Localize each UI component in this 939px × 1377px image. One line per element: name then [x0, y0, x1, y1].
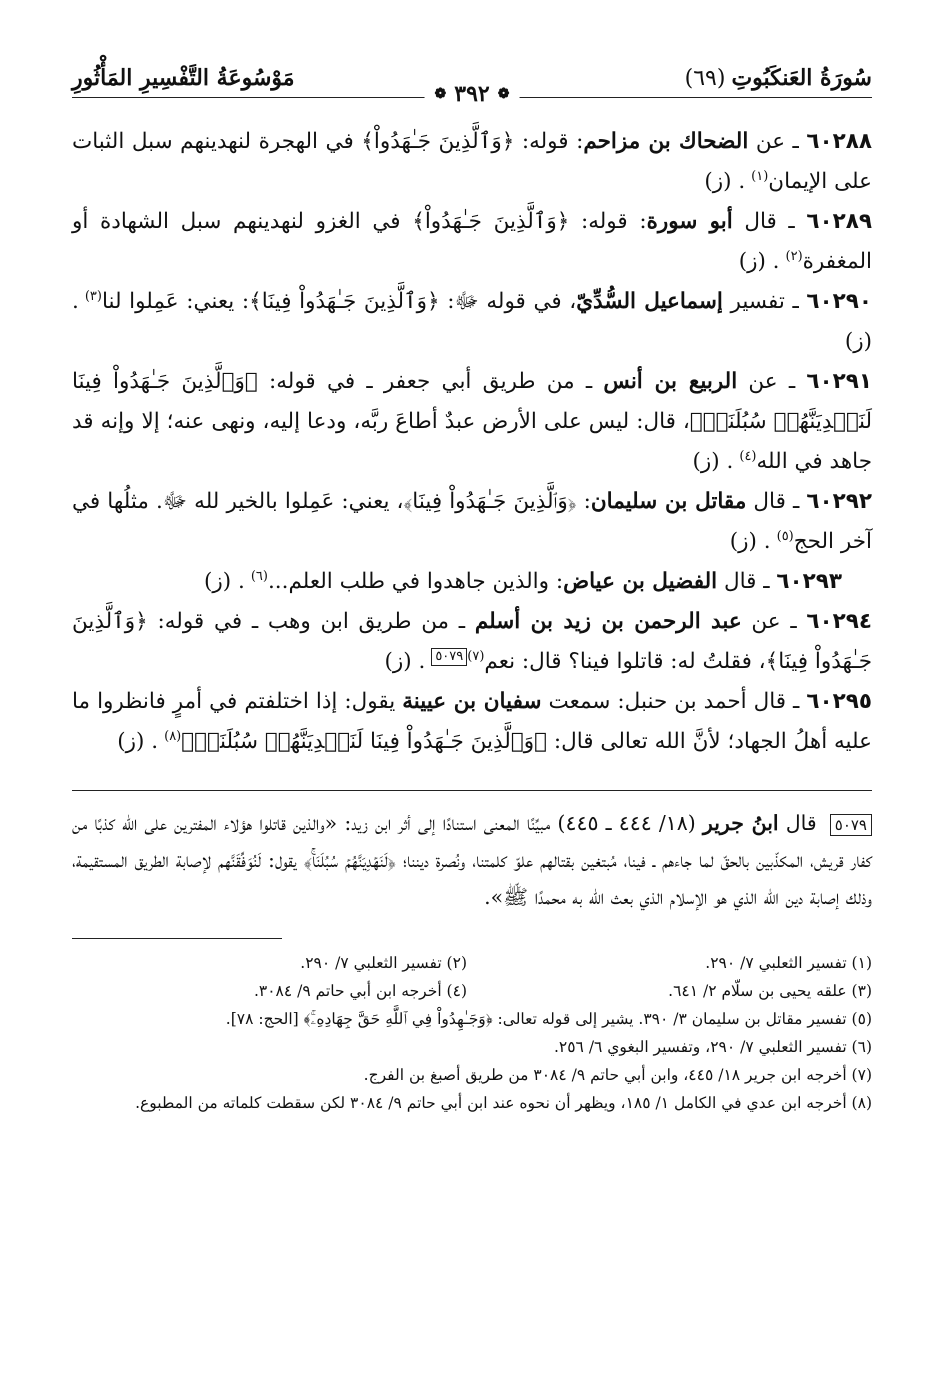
- book-title: مَوْسُوعَةُ التَّفْسِيرِ المَأْثُورِ: [72, 65, 295, 91]
- source-marker: . (ز): [117, 729, 159, 754]
- footnotes-short: [72, 949, 872, 1005]
- entry-text: : ﴿وَٱلَّذِينَ جَـٰهَدُواْ فِينَا﴾، يعني: عَمِلوا بالخير لله ﷻ. مثلُها في آخر الحج: [72, 489, 872, 554]
- entries: [72, 122, 872, 762]
- footnote-ref[interactable]: (٣): [84, 288, 102, 304]
- narrator-name: سفيان بن عيينة: [402, 689, 542, 714]
- narrator-name: إسماعيل السُّدِّيّ: [576, 289, 723, 314]
- narration-entry: [72, 682, 872, 762]
- narration-entry: [72, 562, 872, 602]
- entry-number: ٦٠٢٩٥: [806, 689, 872, 714]
- entry-prefix: ـ عن: [741, 609, 807, 634]
- footnote-ref[interactable]: (١): [751, 168, 769, 184]
- narration-entry: [72, 362, 872, 482]
- entry-text: ـ من طريق ابن وهب ـ في قوله: ﴿وَٱلَّذِينَ جَـٰهَدُواْ فِينَا﴾، فقلتُ له: قاتلوا فينا؟ قال: نعم: [72, 609, 872, 674]
- entry-number: ٦٠٢٩٣: [776, 569, 842, 594]
- narration-entry: [72, 602, 872, 682]
- narration-entry: [72, 122, 872, 202]
- narrator-name: مقاتل بن سليمان: [590, 489, 747, 514]
- footnote: (٧) أخرجه ابن جرير ١٨/ ٤٤٥، وابن أبي حاتم ٩/ ٣٠٨٤ من طريق أصبغ بن الفرج.: [363, 1066, 872, 1084]
- narration-entry: [72, 202, 872, 282]
- entry-text: : قوله: ﴿وَٱلَّذِينَ جَـٰهَدُواْ﴾ في الغزو لنهدينهم سبل الشهادة أو المغفرة: [72, 209, 872, 274]
- narrator-name: أبو سورة: [646, 209, 733, 234]
- narrator-name: الضحاك بن مزاحم: [583, 129, 749, 154]
- ornament-icon: ❁: [497, 86, 510, 102]
- source-marker: . (ز): [729, 529, 771, 554]
- entry-prefix: ـ قال: [746, 489, 807, 514]
- source-marker: . (ز): [203, 569, 245, 594]
- page-header: [72, 55, 872, 107]
- commentary-ref-box[interactable]: ٥٠٧٩: [431, 648, 467, 666]
- entry-text: : قوله: ﴿وَٱلَّذِينَ جَـٰهَدُواْ﴾ في الهجرة لنهدينهم سبل الثبات على الإيمان: [72, 129, 872, 194]
- footnote: (٦) تفسير الثعلبي ٧/ ٢٩٠، وتفسير البغوي ٦/ ٢٥٦.: [553, 1038, 872, 1056]
- commentator-name: ابنُ جرير: [702, 811, 779, 835]
- narrator-name: عبد الرحمن بن زيد بن أسلم: [474, 609, 742, 634]
- entry-prefix: ـ قال: [732, 209, 807, 234]
- footnote: (٢) تفسير الثعلبي ٧/ ٢٩٠.: [300, 954, 467, 972]
- note-text: (١٨/ ٤٤٤ ـ ٤٤٥) مبيِّنًا المعنى استنادًا إلى أثر ابن زيد: «والذين قاتلوا هؤلاء المفترين على الله كذبًا من كفار قريش، المكذّبين بالحقّ لما جاءهم ـ فينا، مُبتغين بقتالهم علوّ كلمتنا، ونُصرة ديننا؛ ﴿لَنَهۡدِيَنَّهُمۡ سُبُلَنَاۚ﴾ يقول: لَنُوَفِّقَنَّهم لإصابة الطريق المستقيمة، وذلك إصابة دين الله الذي هو الإسلام الذي بعث الله به محمدًا ﷺ».: [72, 811, 872, 909]
- footnote: (٥) تفسير مقاتل بن سليمان ٣/ ٣٩٠. يشير إلى قوله تعالى: ﴿وَجَـٰهِدُواْ فِي ٱللَّهِ حَقَّ جِهَادِهِۦۚ﴾ [الحج: ٧٨].: [225, 1010, 872, 1028]
- footnote: (٨) أخرجه ابن عدي في الكامل ١/ ١٨٥، ويظهر أن نحوه عند ابن أبي حاتم ٩/ ٣٠٨٤ لكن سقطت كلماته من المطبوع.: [135, 1094, 872, 1112]
- footnote: (٣) علقه يحيى بن سلّام ٢/ ٦٤١.: [668, 982, 872, 1000]
- entry-prefix: ـ تفسير: [722, 289, 807, 314]
- footnote: (١) تفسير الثعلبي ٧/ ٢٩٠.: [705, 954, 872, 972]
- source-marker: . (ز): [72, 289, 872, 354]
- entry-number: ٦٠٢٨٩: [806, 209, 872, 234]
- footnote-ref[interactable]: (٧): [467, 648, 485, 664]
- footnote-ref[interactable]: (٦): [250, 568, 268, 584]
- surah-number: (٦٩): [684, 66, 726, 91]
- note-prefix: قال: [778, 811, 824, 835]
- entry-text: ـ من طريق أبي جعفر ـ في قوله: ﴿وَٱلَّذِينَ جَـٰهَدُواْ فِينَا لَنَهۡدِيَنَّهُمۡ سُبُلَنَاۚ﴾، قال: ليس على الأرض عبدٌ أطاعَ ربَّه، ودعا إليه، ونهى عنه؛ إلا وإنه قد جاهد في الله: [72, 369, 872, 474]
- page-number: ٣٩٢: [454, 81, 490, 107]
- entry-text: ، في قوله ﷻ: ﴿وَٱلَّذِينَ جَـٰهَدُواْ فِينَا﴾: يعني: عَمِلوا لنا: [101, 289, 577, 314]
- footnote-ref[interactable]: (٢): [785, 248, 803, 264]
- book-page: [72, 55, 872, 1117]
- entry-prefix: ـ قال أحمد بن حنبل: سمعت: [541, 689, 807, 714]
- source-marker: . (ز): [738, 249, 780, 274]
- surah-name: سُورَةُ العَنكَبُوتِ: [731, 65, 872, 91]
- entry-prefix: ـ عن: [748, 129, 807, 154]
- footnote-ref[interactable]: (٨): [164, 728, 182, 744]
- ornament-icon: ❁: [434, 86, 447, 102]
- entry-number: ٦٠٢٩٤: [806, 609, 872, 634]
- commentary-number: ٥٠٧٩: [830, 814, 872, 836]
- entry-number: ٦٠٢٨٨: [806, 129, 872, 154]
- source-marker: . (ز): [692, 449, 734, 474]
- narration-entry: [72, 282, 872, 362]
- entry-prefix: ـ عن: [737, 369, 807, 394]
- source-marker: . (ز): [704, 169, 746, 194]
- narrator-name: الربيع بن أنس: [603, 369, 738, 394]
- footnotes-divider: [72, 938, 282, 939]
- footnote-ref[interactable]: (٤): [739, 448, 757, 464]
- page-number-block: [425, 81, 520, 107]
- entry-text: : والذين جاهدوا في طلب العلم...: [267, 569, 564, 594]
- narration-entry: [72, 482, 872, 562]
- entry-number: ٦٠٢٩١: [806, 369, 872, 394]
- entry-text: يقول: إذا اختلفتم في أمرٍ فانظروا ما عليه أهلُ الجهاد؛ لأنَّ الله تعالى قال: ﴿وَٱلَّذِينَ جَـٰهَدُواْ فِينَا لَنَهۡدِيَنَّهُمۡ سُبُلَنَاۚ﴾: [72, 689, 872, 754]
- entry-number: ٦٠٢٩٢: [806, 489, 872, 514]
- footnote-ref[interactable]: (٥): [776, 528, 794, 544]
- commentary-divider: [72, 790, 872, 791]
- source-marker: . (ز): [384, 649, 426, 674]
- entry-prefix: ـ قال: [717, 569, 777, 594]
- narrator-name: الفضيل بن عياض: [563, 569, 718, 594]
- entry-number: ٦٠٢٩٠: [806, 289, 873, 314]
- footnote: (٤) أخرجه ابن أبي حاتم ٩/ ٣٠٨٤.: [253, 982, 467, 1000]
- surah-title: [685, 65, 872, 91]
- commentary-note: [72, 805, 872, 916]
